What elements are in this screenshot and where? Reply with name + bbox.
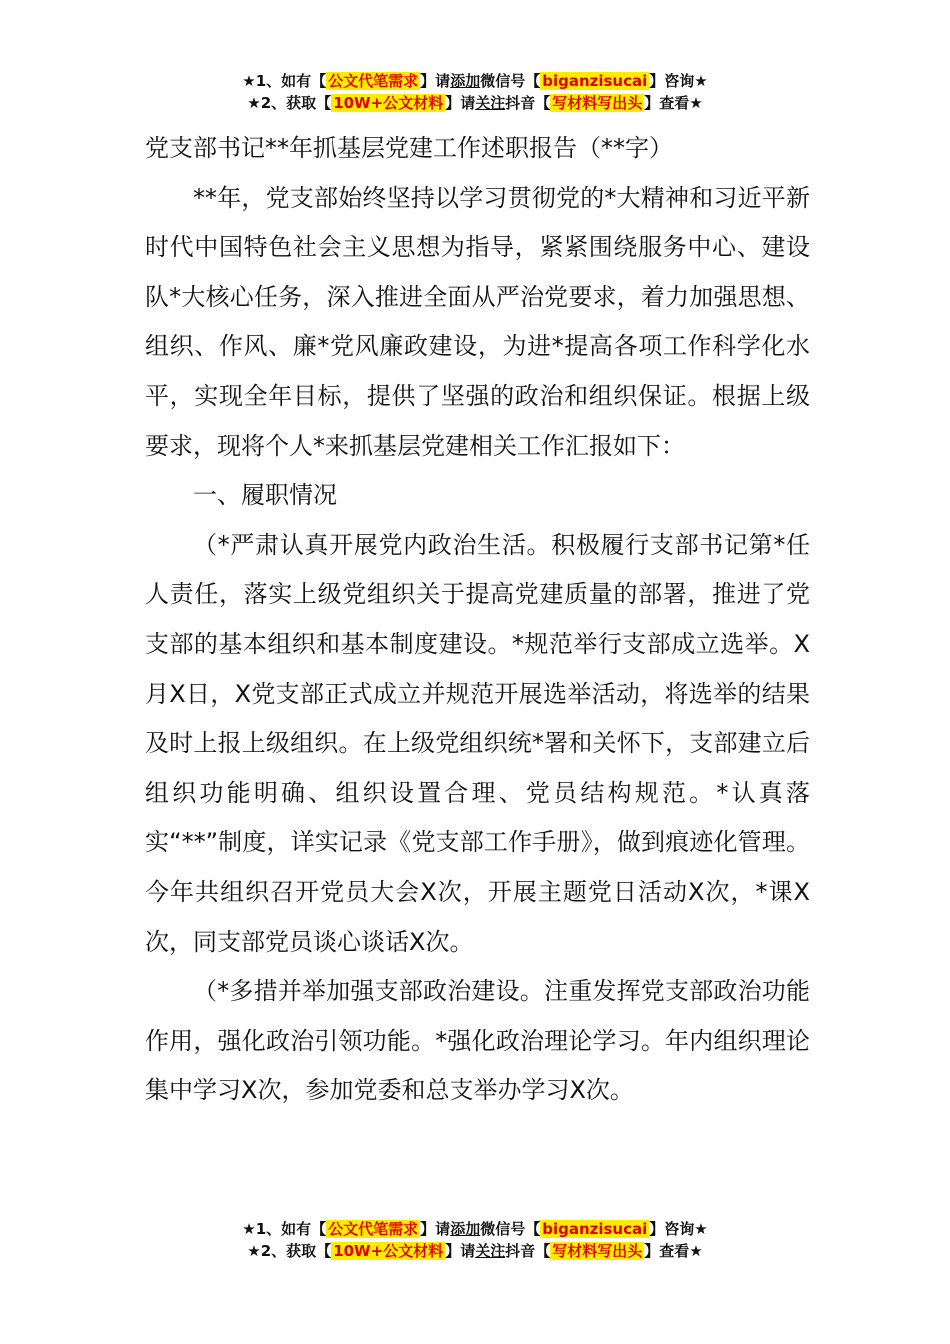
highlight-wechat-id: biganzisucai: [542, 72, 648, 90]
header-banner: [0, 70, 950, 114]
highlight-service: 公文代笔需求: [328, 72, 419, 90]
highlight-service: 公文代笔需求: [328, 1220, 419, 1238]
banner-line-1: ★1、如有【 公文代笔需求 】请添加微信号【 biganzisucai 】咨询★: [242, 1220, 708, 1238]
document-body: [145, 124, 810, 1116]
highlight-douyin: 写材料写出头: [552, 94, 643, 112]
highlight-wechat-id: biganzisucai: [542, 1220, 648, 1238]
footer-banner: [0, 1218, 950, 1262]
document-title: 党支部书记**年抓基层党建工作述职报告（**字）: [145, 134, 673, 162]
paragraph-2: （*多措并举加强支部政治建设。注重发挥党支部政治功能作用，强化政治引领功能。*强化政治理论学习。年内组织理论集中学习X次，参加党委和总支举办学习X次。: [145, 977, 810, 1105]
banner-line-2: ★2、获取【 10W+公文材料 】请关注抖音【 写材料写出头 】查看★: [247, 1242, 703, 1260]
banner-line-2: ★2、获取【 10W+公文材料 】请关注抖音【 写材料写出头 】查看★: [247, 94, 703, 112]
paragraph-1: （*严肃认真开展党内政治生活。积极履行支部书记第*任人责任，落实上级党组织关于提高党建质量的部署，推进了党支部的基本组织和基本制度建设。*规范举行支部成立选举。X月X日，X党支部正式成立并规范开展选举活动，将选举的结果及时上报上级组织。在上级党组织统*署和关怀下，支部建立后组织功能明确、组织设置合理、党员结构规范。*认真落实“**”制度，详实记录《党支部工作手册》，做到痕迹化管理。今年共组织召开党员大会X次，开展主题党日活动X次，*课X次，同支部党员谈心谈话X次。: [145, 530, 810, 956]
section-heading: 一、履职情况: [193, 481, 337, 510]
paragraph-intro: **年，党支部始终坚持以学习贯彻党的*大精神和习近平新时代中国特色社会主义思想为指导，紧紧围绕服务中心、建设队*大核心任务，深入推进全面从严治党要求，着力加强思想、组织、作风、廉*党风廉政建设，为进*提高各项工作科学化水平，实现全年目标，提供了坚强的政治和组织保证。根据上级要求，现将个人*来抓基层党建相关工作汇报如下：: [145, 183, 810, 460]
banner-line-1: ★1、如有【 公文代笔需求 】请添加微信号【 biganzisucai 】咨询★: [242, 72, 708, 90]
highlight-materials: 10W+公文材料: [333, 94, 444, 112]
highlight-materials: 10W+公文材料: [333, 1242, 444, 1260]
highlight-douyin: 写材料写出头: [552, 1242, 643, 1260]
